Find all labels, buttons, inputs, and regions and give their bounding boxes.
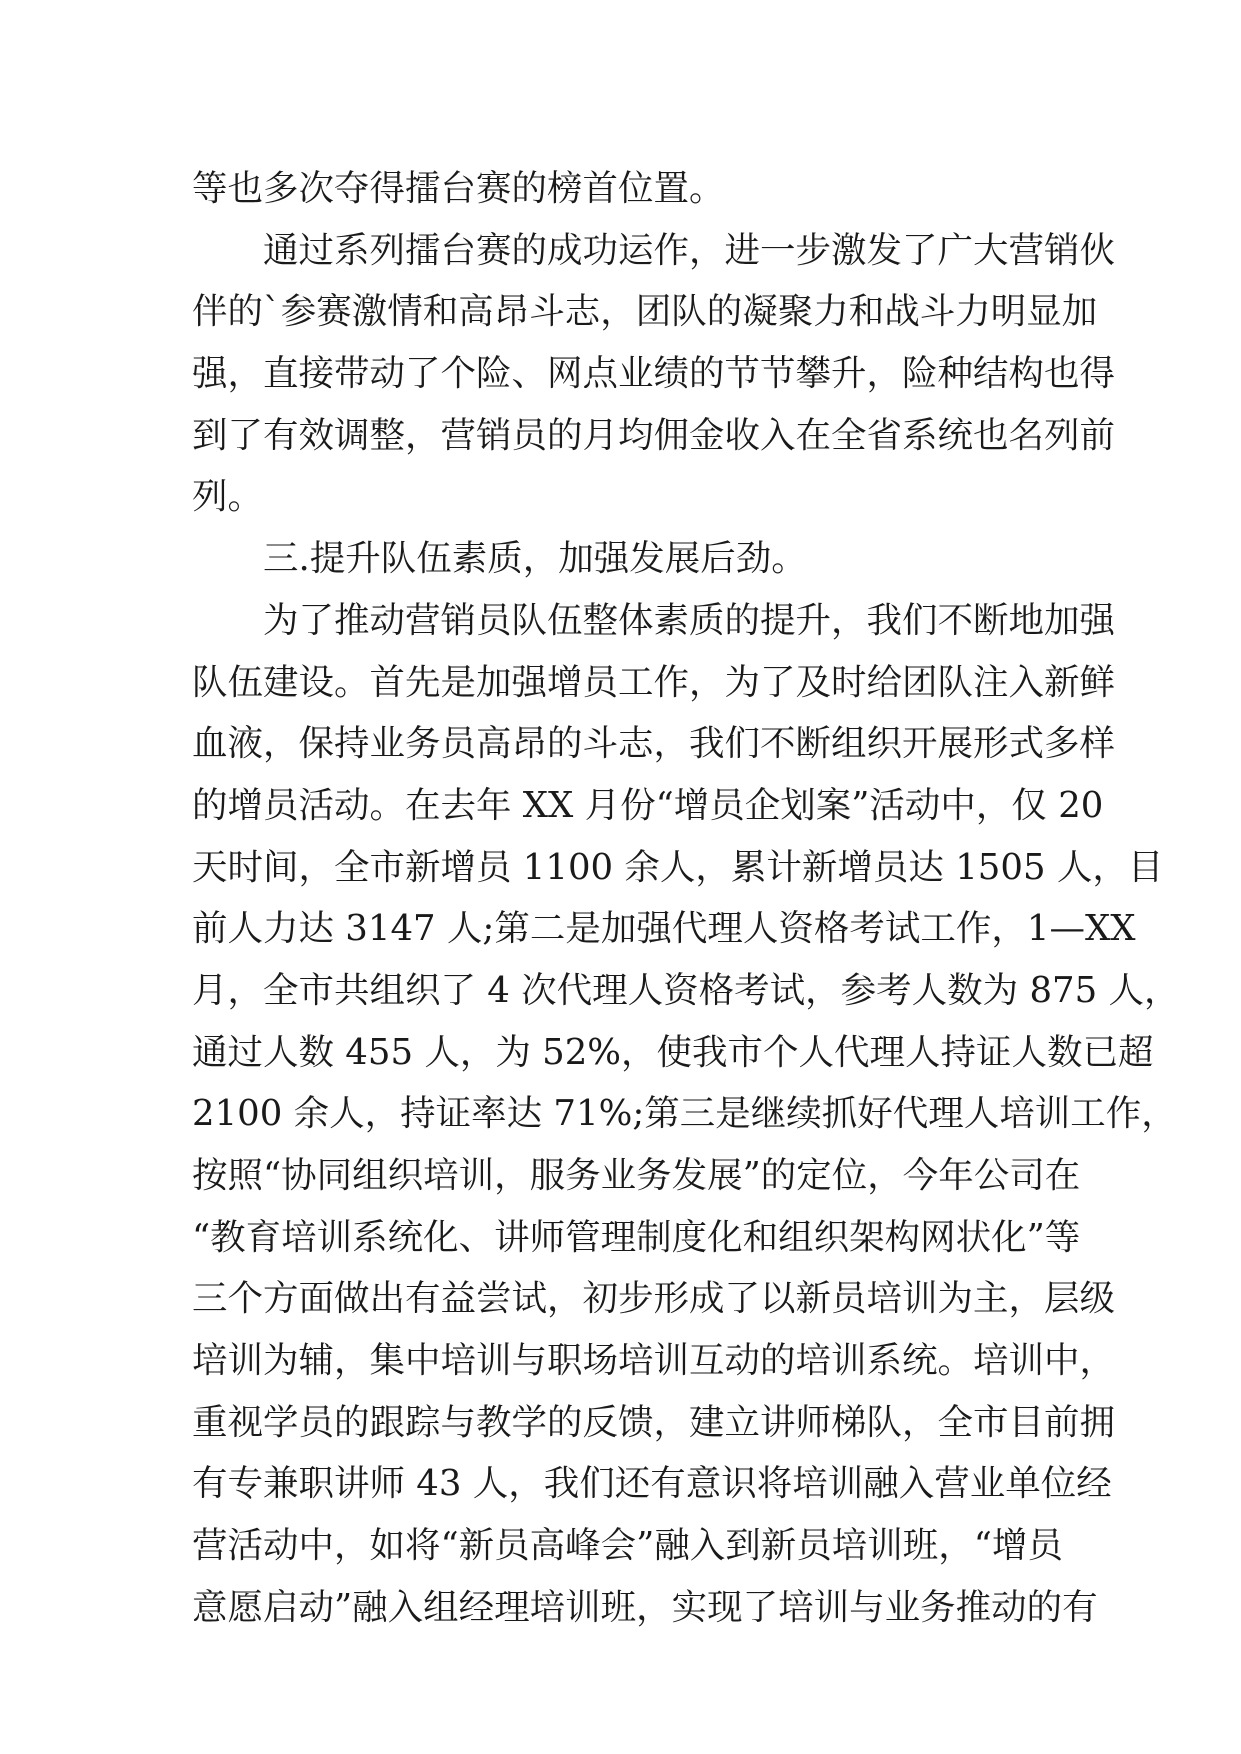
text-line: 重视学员的跟踪与教学的反馈，建立讲师梯队，全市目前拥 xyxy=(192,1401,1116,1443)
text-line: 血液，保持业务员高昂的斗志，我们不断组织开展形式多样 xyxy=(192,723,1116,765)
text-line: 通过人数 455 人，为 52%，使我市个人代理人持证人数已超 xyxy=(192,1031,1154,1073)
text-line: 培训为辅，集中培训与职场培训互动的培训系统。培训中， xyxy=(192,1340,1116,1382)
text-line: 意愿启动”融入组经理培训班，实现了培训与业务推动的有 xyxy=(192,1586,1098,1628)
text-line: 等也多次夺得擂台赛的榜首位置。 xyxy=(192,168,725,209)
body-text xyxy=(192,158,1180,1639)
text-line: 天时间，全市新增员 1100 余人，累计新增员达 1505 人，目 xyxy=(192,846,1164,888)
text-line: 按照“协同组织培训，服务业务发展”的定位，今年公司在 xyxy=(192,1155,1081,1196)
text-line: 的增员活动。在去年 XX 月份“增员企划案”活动中，仅 20 xyxy=(192,784,1104,826)
text-line: 有专兼职讲师 43 人，我们还有意识将培训融入营业单位经 xyxy=(192,1463,1112,1505)
text-line: 队伍建设。首先是加强增员工作，为了及时给团队注入新鲜 xyxy=(192,661,1116,703)
text-line: 营活动中，如将“新员高峰会”融入到新员培训班，“增员 xyxy=(192,1525,1063,1567)
text-line: “教育培训系统化、讲师管理制度化和组织架构网状化”等 xyxy=(192,1216,1081,1258)
text-line: 伴的`参赛激情和高昂斗志，团队的凝聚力和战斗力明显加 xyxy=(192,291,1098,333)
text-line: 2100 余人，持证率达 71%;第三是继续抓好代理人培训工作， xyxy=(192,1093,1177,1135)
section-heading: 三.提升队伍素质，加强发展后劲。 xyxy=(263,538,807,580)
text-line: 到了有效调整，营销员的月均佣金收入在全省系统也名列前 xyxy=(192,414,1116,456)
paragraph-start-line: 通过系列擂台赛的成功运作，进一步激发了广大营销伙 xyxy=(263,229,1116,271)
text-line: 月，全市共组织了 4 次代理人资格考试，参考人数为 875 人， xyxy=(192,969,1180,1011)
text-line: 前人力达 3147 人;第二是加强代理人资格考试工作，1—XX xyxy=(192,908,1136,950)
text-line: 三个方面做出有益尝试，初步形成了以新员培训为主，层级 xyxy=(192,1278,1116,1320)
text-line: 强，直接带动了个险、网点业绩的节节攀升，险种结构也得 xyxy=(192,353,1116,395)
paragraph-start-line: 为了推动营销员队伍整体素质的提升，我们不断地加强 xyxy=(263,599,1116,641)
text-line: 列。 xyxy=(192,476,264,518)
